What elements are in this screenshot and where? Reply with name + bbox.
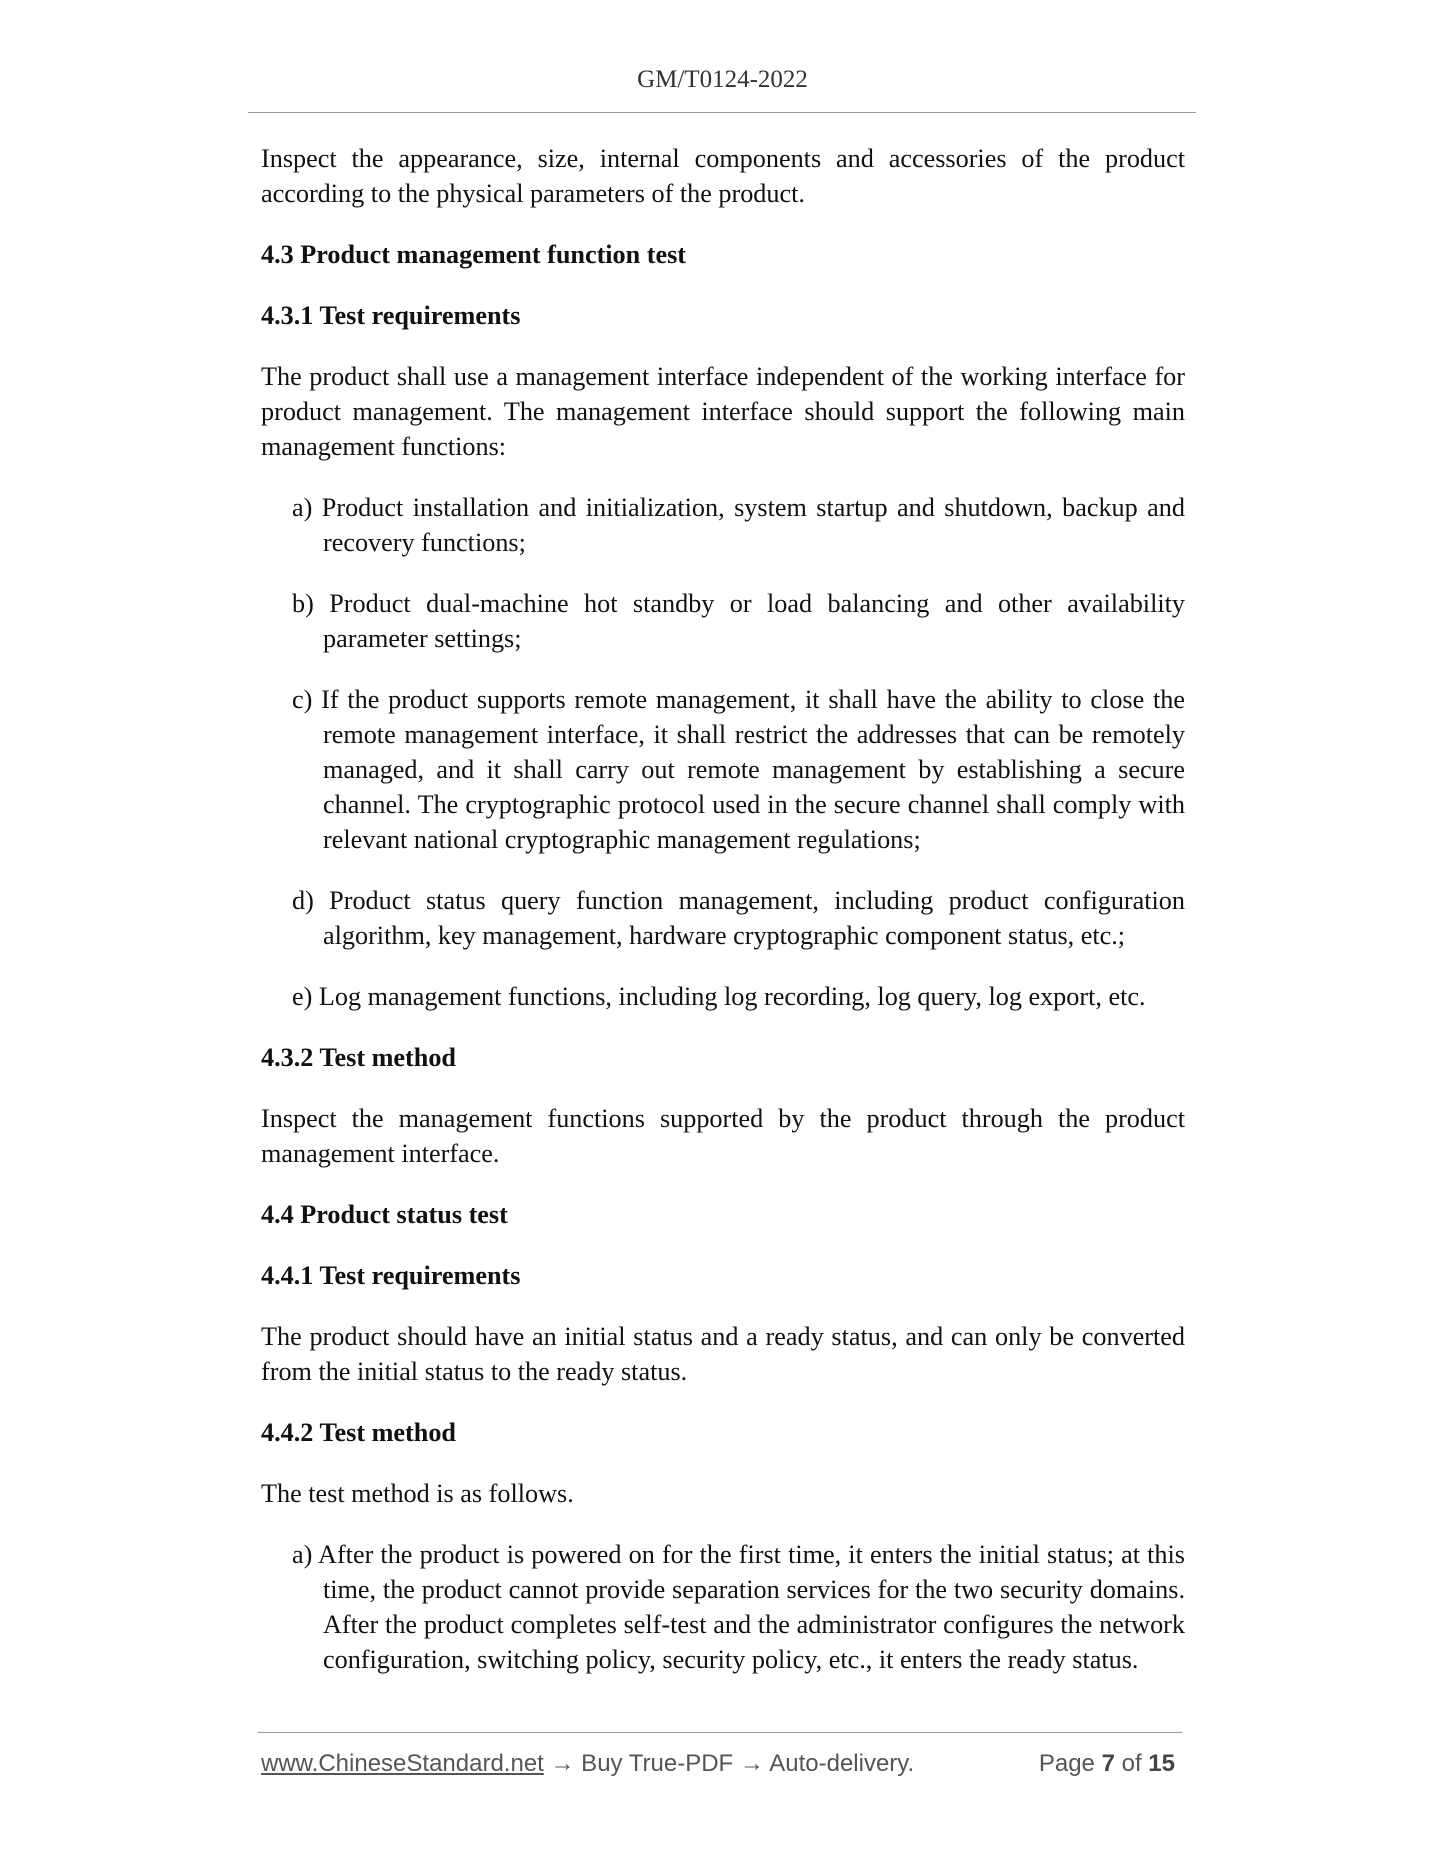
list-item: a) After the product is powered on for the first time, it enters the initial status; at this time, the product cannot provide separation services for the two security domains. After the product completes self-test and the administrator configures the network configuration, switching policy, security policy, etc., it enters the ready status.: [292, 1540, 1185, 1674]
page-content: [261, 141, 1185, 1703]
intro-paragraph: Inspect the appearance, size, internal components and accessories of the product according to the physical parameters of the product.: [261, 144, 1185, 208]
section-heading-4-4-2: 4.4.2 Test method: [261, 1418, 456, 1447]
section-heading-4-3: 4.3 Product management function test: [261, 240, 687, 269]
list-4-4-2: [261, 1537, 1185, 1677]
list-4-3-1: [261, 490, 1185, 1014]
list-item: b) Product dual-machine hot standby or load balancing and other availability parameter settings;: [292, 589, 1185, 653]
footer-divider: [258, 1732, 1182, 1733]
paragraph-4-4-2: The test method is as follows.: [261, 1479, 574, 1508]
page-footer: [261, 1750, 1175, 1782]
section-heading-4-4-1: 4.4.1 Test requirements: [261, 1261, 521, 1290]
footer-promo-text: → Buy True-PDF → Auto-delivery.: [543, 1750, 915, 1777]
list-item: c) If the product supports remote management, it shall have the ability to close the remote management interface, it shall restrict the addresses that can be remotely managed, and it shall carry out remote management by establishing a secure channel. The cryptographic protocol used in the secure channel shall comply with relevant national cryptographic management regulations;: [292, 685, 1185, 854]
page-of: of: [1121, 1750, 1142, 1777]
chinesestandard-link[interactable]: www.ChineseStandard.net: [261, 1750, 544, 1777]
list-item: a) Product installation and initialization, system startup and shutdown, backup and recovery functions;: [292, 493, 1185, 557]
header-divider: [248, 112, 1196, 113]
list-item: d) Product status query function management, including product configuration algorithm, key management, hardware cryptographic component status, etc.;: [292, 886, 1185, 950]
page-total: 15: [1148, 1750, 1175, 1777]
section-heading-4-3-2: 4.3.2 Test method: [261, 1043, 456, 1072]
section-heading-4-3-1: 4.3.1 Test requirements: [261, 301, 521, 330]
page-current: 7: [1101, 1750, 1115, 1777]
list-item: e) Log management functions, including log recording, log query, log export, etc.: [292, 982, 1146, 1011]
page-label: Page: [1038, 1750, 1095, 1777]
document-code-header: GM/T0124-2022: [637, 66, 808, 93]
section-heading-4-4: 4.4 Product status test: [261, 1200, 508, 1229]
footer-promo: [261, 1750, 914, 1778]
paragraph-4-4-1: The product should have an initial status and a ready status, and can only be converted from the initial status to the ready status.: [261, 1322, 1185, 1386]
page-number: [1039, 1750, 1175, 1778]
paragraph-4-3-2: Inspect the management functions supported by the product through the product management interface.: [261, 1104, 1185, 1168]
paragraph-4-3-1: The product shall use a management interface independent of the working interface for product management. The management interface should support the following main management functions:: [261, 362, 1185, 461]
